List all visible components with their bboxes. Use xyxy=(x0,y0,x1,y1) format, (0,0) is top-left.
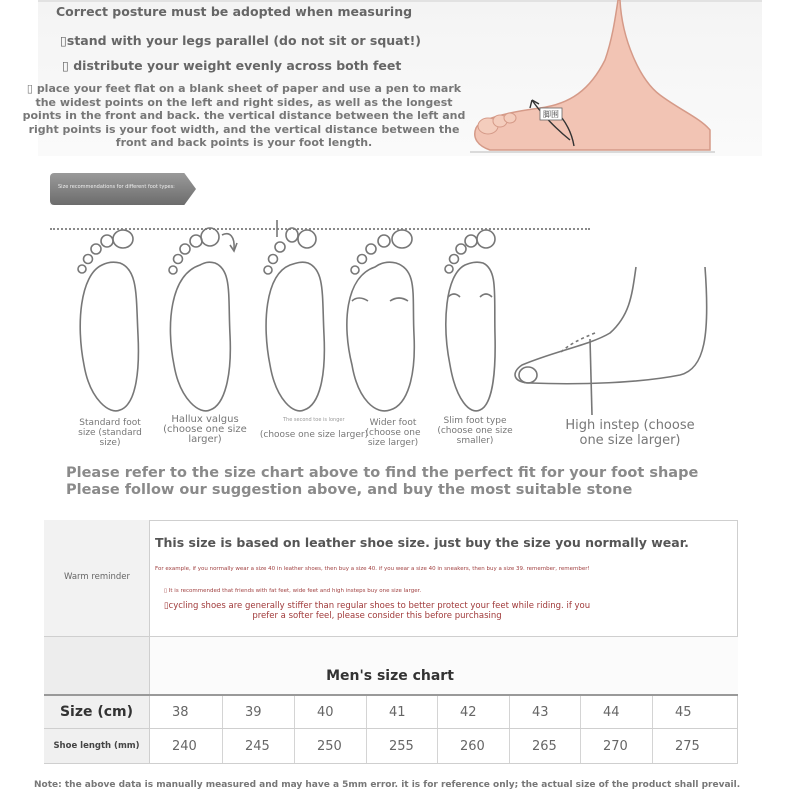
size-row-header: Size (cm) xyxy=(44,696,150,728)
size-cell: 42 xyxy=(438,696,510,728)
measure-step-3: ▯ place your feet flat on a blank sheet of paper and use a pen to mark the widest points on the left and right sides, as well as the longest points in the front and back. the vertical distance between the left and right points is your foot width, and the vertical distance between the front and back points is your foot length. xyxy=(22,82,466,149)
length-cell: 265 xyxy=(510,729,581,763)
size-row xyxy=(44,696,738,728)
foot-types-illustration xyxy=(40,215,720,425)
length-cell: 275 xyxy=(675,738,700,754)
size-cell: 40 xyxy=(295,696,367,728)
measure-step-1-text: stand with your legs parallel (do not sit or squat!) xyxy=(66,33,421,48)
warm-reminder-label: Warm reminder xyxy=(63,572,131,582)
length-cell: 240 xyxy=(150,729,223,763)
measure-heading: Correct posture must be adopted when measuring xyxy=(56,4,413,19)
label-slim-foot: Slim foot type (choose one size smaller) xyxy=(437,416,513,446)
reminder-cycling: ▯cycling shoes are generally stiffer than regular shoes to better protect your feet while riding. if you prefer a softer feel, please consider this before purchasing xyxy=(163,601,591,621)
label-high-instep: High instep (choose one size larger) xyxy=(565,418,695,448)
measure-step-3-text: place your feet flat on a blank sheet of paper and use a pen to mark the widest points on the left and right sides, as well as the longest points in the front and back. the vertical distance between the left and right points is your foot width, and the vertical distance between the front and back points is your foot length. xyxy=(22,82,466,149)
size-cell: 43 xyxy=(510,696,581,728)
chart-title-left-cell xyxy=(44,637,150,695)
label-second-toe: (choose one size larger) xyxy=(259,430,369,440)
banner-text: Size recommendations for different foot types: xyxy=(58,184,175,190)
diagram-label: 脚围 xyxy=(543,110,559,119)
shoe-length-row xyxy=(44,729,738,763)
reminder-cycling-text: cycling shoes are generally stiffer than regular shoes to better protect your feet while riding. if you prefer a softer feel, please consider this before purchasing xyxy=(168,601,591,621)
size-cell: 44 xyxy=(581,696,653,728)
standard-foot-icon xyxy=(78,230,138,411)
length-cell: 270 xyxy=(581,729,653,763)
measure-step-2-text: distribute your weight evenly across both feet xyxy=(73,58,402,73)
hallux-valgus-foot-icon xyxy=(169,228,237,411)
label-second-toe-note: The second toe is longer xyxy=(283,417,345,423)
reminder-recommendation-text: It is recommended that friends with fat feet, wide feet and high insteps buy one size larger. xyxy=(168,588,422,594)
chart-title-cell xyxy=(150,637,738,695)
measurement-note: Note: the above data is manually measured and may have a 5mm error. it is for reference only; the actual size of the product shall prevail. xyxy=(34,780,741,790)
high-instep-foot-icon xyxy=(515,267,707,415)
size-cell: 38 xyxy=(150,696,223,728)
size-cell: 45 xyxy=(675,704,692,720)
length-cell: 260 xyxy=(438,729,510,763)
reminder-title: This size is based on leather shoe size. just buy the size you normally wear. xyxy=(155,535,689,550)
size-chart-title: Men's size chart xyxy=(326,668,454,684)
label-hallux-valgus: Hallux valgus (choose one size larger) xyxy=(163,414,247,445)
length-cell: 250 xyxy=(295,729,367,763)
foot-measure-illustration xyxy=(470,0,715,156)
reminder-example: For example, if you normally wear a size 40 in leather shoes, then buy a size 40. if you wear a size 40 in sneakers, then buy a size 39. remember, remember! xyxy=(155,566,590,572)
long-second-toe-foot-icon xyxy=(264,220,324,411)
measure-step-1: ▯stand with your legs parallel (do not sit or squat!) xyxy=(60,33,421,48)
length-cell: 255 xyxy=(367,729,438,763)
fit-guidance-text: Please refer to the size chart above to find the perfect fit for your foot shape Please follow our suggestion above, and buy the most suitable stone xyxy=(66,465,699,498)
measure-step-2: ▯ distribute your weight evenly across both feet xyxy=(62,58,402,73)
size-cell: 41 xyxy=(367,696,438,728)
length-cell: 245 xyxy=(223,729,295,763)
size-cell: 39 xyxy=(223,696,295,728)
shoe-length-row-header: Shoe length (mm) xyxy=(44,729,150,763)
reminder-recommendation: ▯ It is recommended that friends with fat feet, wide feet and high insteps buy one size larger. xyxy=(164,588,422,594)
slim-foot-icon xyxy=(445,230,495,411)
wide-foot-icon xyxy=(347,230,414,411)
label-wider-foot: Wider foot (choose one size larger) xyxy=(365,418,421,448)
label-standard-foot: Standard foot size (standard size) xyxy=(78,418,142,448)
